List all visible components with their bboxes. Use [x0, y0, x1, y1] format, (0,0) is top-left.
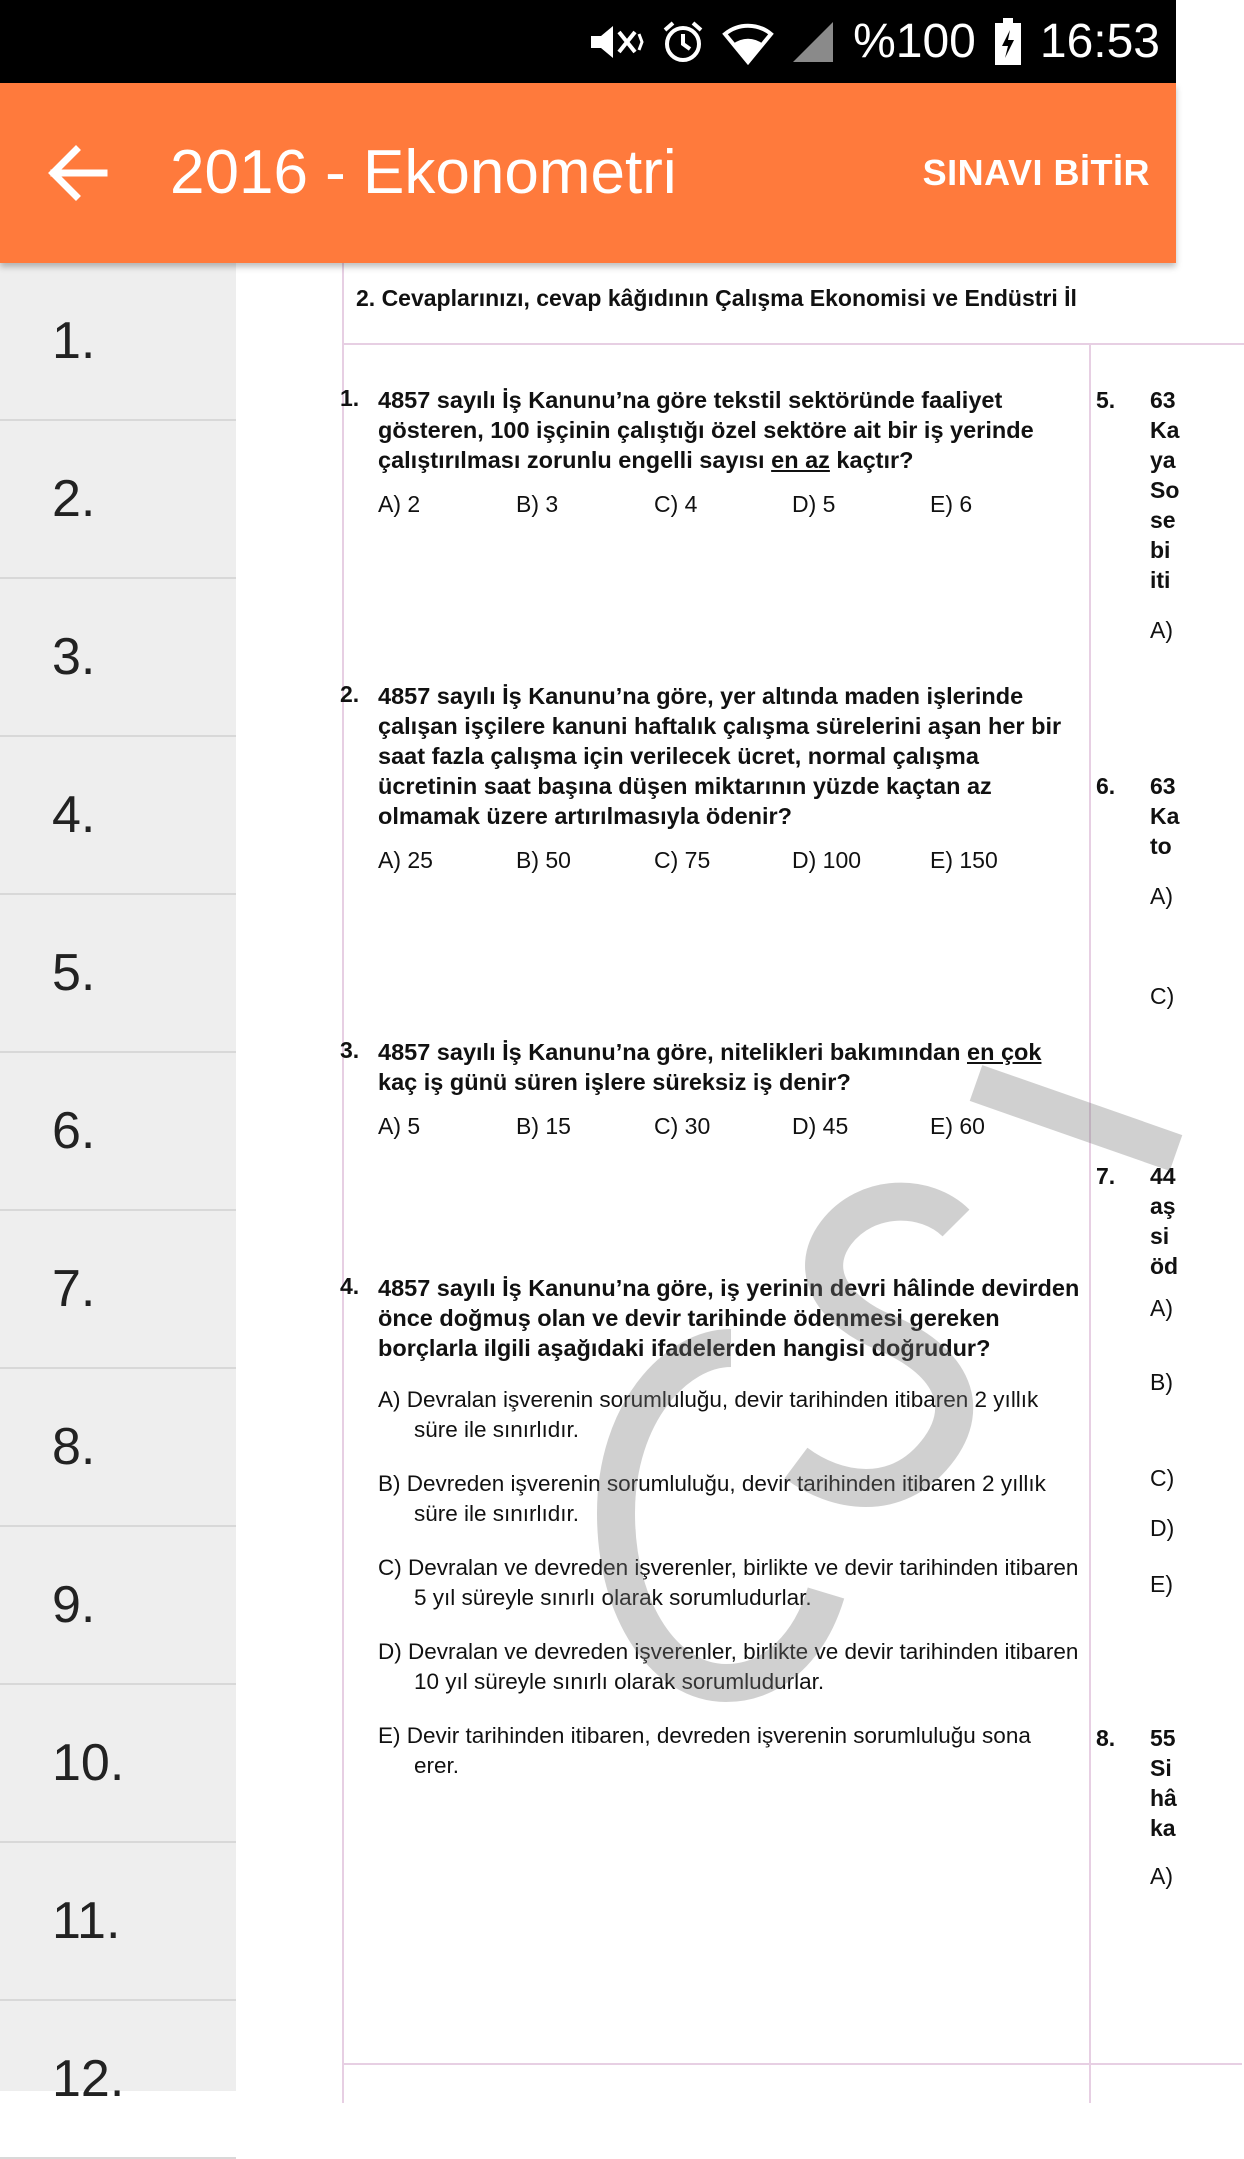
page-bottom-line: [342, 2063, 1242, 2065]
option: D) Devralan ve devreden işverenler, birlikte ve devir tarihinden itibaren 10 yıl süreyle sınırlı olarak sorumludurlar.: [378, 1639, 1079, 1694]
sidebar-item-question[interactable]: 8.: [0, 1369, 236, 1527]
status-icons: [587, 0, 1160, 83]
question-6-fragment: 63 Ka to: [1150, 773, 1180, 859]
option: A) 5: [378, 1113, 421, 1139]
option: D) 100: [792, 847, 862, 873]
question-6-number: 6.: [1096, 773, 1116, 799]
exam-document[interactable]: [236, 263, 1180, 2091]
sidebar-item-question[interactable]: 9.: [0, 1527, 236, 1685]
clock: 16:53: [1039, 15, 1160, 68]
question-7-option: D): [1150, 1515, 1175, 1541]
question-stem: [378, 1037, 1080, 1097]
stem-emphasis: en çok: [967, 1039, 1042, 1065]
sidebar-item-question[interactable]: 2.: [0, 421, 236, 579]
question-1: [340, 385, 1080, 518]
option: E) Devir tarihinden itibaren, devreden işverenin sorumluluğu sona erer.: [378, 1723, 1031, 1778]
mute-vibrate-icon: [587, 22, 643, 62]
option: A) 2: [378, 491, 421, 517]
option: E) 6: [930, 491, 973, 517]
option: A) Devralan işverenin sorumluluğu, devir tarihinden itibaren 2 yıllık süre ile sınırlıdır.: [378, 1387, 1039, 1442]
battery-percent: %100: [853, 15, 976, 68]
question-stem: 4857 sayılı İş Kanunu’na göre, yer altında maden işlerinde çalışan işçilere kanuni haftalık çalışma sürelerini aşan her bir saat fazla çalışma için verilecek ücret, normal çalışma ücretinin saat başına düşen miktarının yüzde kaçtan az olmamak üzere artırılmasıyla ödenir?: [378, 683, 1062, 829]
options-row: [378, 1113, 1080, 1140]
sidebar-item-question[interactable]: 10.: [0, 1685, 236, 1843]
question-7-option: B): [1150, 1369, 1173, 1395]
sidebar-item-question[interactable]: 4.: [0, 737, 236, 895]
question-8-option: A): [1150, 1863, 1173, 1889]
question-nav-sidebar: [0, 263, 237, 2108]
options-row: [378, 847, 1080, 874]
question-7-option: E): [1150, 1571, 1173, 1597]
option: B) 50: [516, 847, 571, 873]
question-stem: [378, 385, 1080, 475]
stem-text: kaç iş günü süren işlere süreksiz iş denir?: [378, 1069, 851, 1095]
back-arrow-icon[interactable]: [44, 138, 114, 208]
options-row: [378, 491, 1080, 518]
option: E) 60: [930, 1113, 985, 1139]
option: C) 30: [654, 1113, 711, 1139]
option: B) 3: [516, 491, 559, 517]
option: C) 75: [654, 847, 711, 873]
battery-charging-icon: [994, 18, 1022, 66]
question-7-number: 7.: [1096, 1163, 1116, 1189]
option: C) 4: [654, 491, 698, 517]
question-4: [340, 1273, 1080, 1781]
stem-emphasis: en az: [771, 447, 830, 473]
question-8-fragment: 55 Si hâ ka: [1150, 1725, 1177, 1841]
question-6-option: A): [1150, 883, 1173, 909]
option: C) Devralan ve devreden işverenler, birlikte ve devir tarihinden itibaren 5 yıl süreyle sınırlı olarak sorumludurlar.: [378, 1555, 1079, 1610]
question-8-number: 8.: [1096, 1725, 1116, 1751]
signal-icon: [791, 20, 835, 64]
question-7-fragment: 44 aş si öd: [1150, 1163, 1179, 1279]
status-bar: [0, 0, 1176, 83]
question-3: [340, 1037, 1080, 1140]
sidebar-item-question[interactable]: 1.: [0, 263, 236, 421]
question-5-option: A): [1150, 617, 1173, 643]
app-bar: [0, 83, 1176, 263]
question-number: 2.: [340, 681, 360, 707]
option: A) 25: [378, 847, 433, 873]
option: B) Devreden işverenin sorumluluğu, devir tarihinden itibaren 2 yıllık süre ile sınırlıdır.: [378, 1471, 1046, 1526]
sidebar-item-question[interactable]: 12.: [0, 2001, 236, 2159]
instruction-text: 2. Cevaplarınızı, cevap kâğıdının Çalışma Ekonomisi ve Endüstri İl: [356, 285, 1077, 311]
alarm-icon: [661, 20, 705, 64]
page-title: 2016 - Ekonometri: [170, 138, 677, 207]
question-number: 4.: [340, 1273, 360, 1299]
sidebar-item-question[interactable]: 11.: [0, 1843, 236, 2001]
stem-text: kaçtır?: [829, 447, 914, 473]
question-stem: 4857 sayılı İş Kanunu’na göre, iş yerinin devri hâlinde devirden önce doğmuş olan ve devir tarihinde ödenmesi gereken borçlarla ilgili aşağıdaki ifadelerden hangisi doğrudur?: [378, 1275, 1080, 1361]
finish-exam-button[interactable]: SINAVI BİTİR: [922, 152, 1150, 193]
sidebar-item-question[interactable]: 7.: [0, 1211, 236, 1369]
sidebar-item-question[interactable]: 5.: [0, 895, 236, 1053]
option: B) 15: [516, 1113, 571, 1139]
option: D) 5: [792, 491, 836, 517]
question-7-option: C): [1150, 1465, 1175, 1491]
question-5-fragment: 63 Ka ya So se bi iti: [1150, 387, 1180, 593]
sidebar-item-question[interactable]: 6.: [0, 1053, 236, 1211]
question-2: [340, 681, 1080, 874]
sidebar-item-question[interactable]: 3.: [0, 579, 236, 737]
question-7-option: A): [1150, 1295, 1173, 1321]
wifi-icon: [723, 20, 773, 64]
question-number: 1.: [340, 385, 360, 411]
option: D) 45: [792, 1113, 849, 1139]
question-number: 3.: [340, 1037, 360, 1063]
column-divider: [1089, 343, 1091, 2103]
question-5-number: 5.: [1096, 387, 1116, 413]
stem-text: 4857 sayılı İş Kanunu’na göre tekstil sektöründe faaliyet gösteren, 100 işçinin çalıştığı özel sektöre ait bir iş yerinde çalıştırılması zorunlu engelli sayısı: [378, 387, 1034, 473]
option: E) 150: [930, 847, 998, 873]
stem-text: 4857 sayılı İş Kanunu’na göre, nitelikleri bakımından: [378, 1039, 968, 1065]
column-divider-left: [342, 343, 344, 2103]
watermark-logo: [236, 263, 1179, 2091]
question-6-option: C): [1150, 983, 1175, 1009]
